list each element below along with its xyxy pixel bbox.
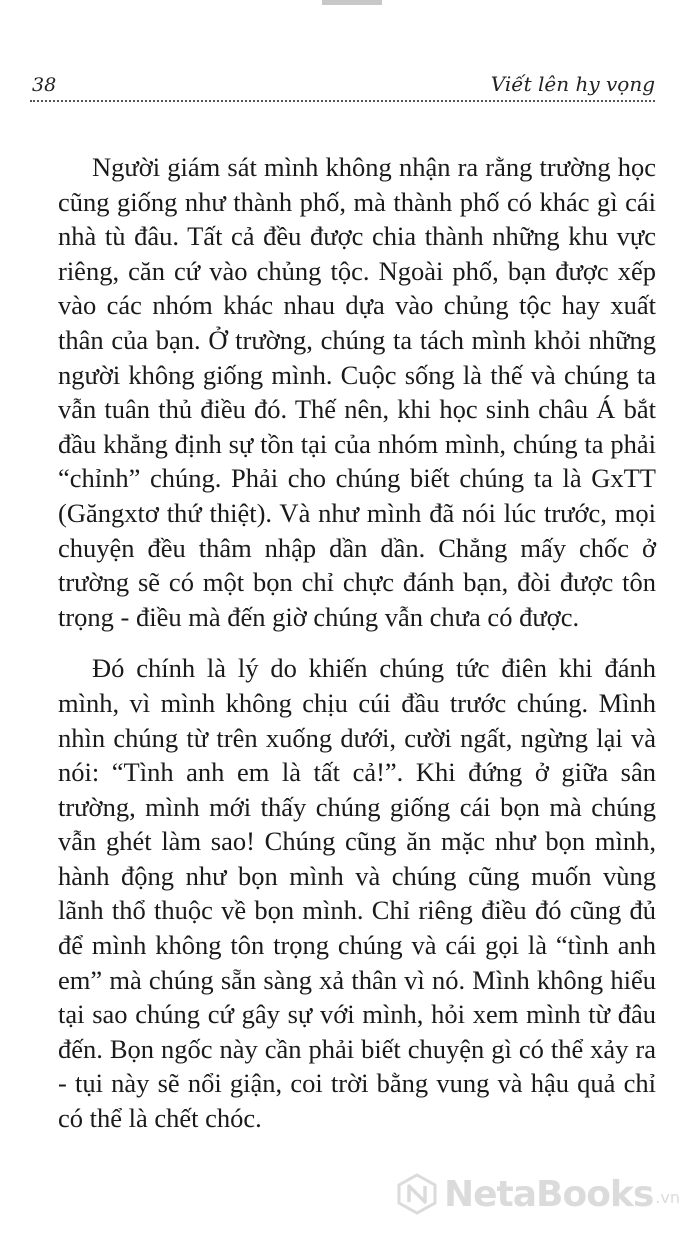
header-dotted-rule [30,100,655,102]
page-header [30,72,655,106]
scan-edge-mark [322,0,382,5]
watermark-suffix: .vn [655,1188,680,1207]
netabooks-logo-icon [396,1173,438,1215]
body-text [58,150,656,1136]
watermark [396,1173,680,1215]
paragraph-1: Người giám sát mình không nhận ra rằng trường học cũng giống như thành phố, mà thành phố có khác gì cái nhà tù đâu. Tất cả đều được chia thành những khu vực riêng, căn cứ vào chủng tộc. Ngoài phố, bạn được xếp vào các nhóm khác nhau dựa vào chủng tộc hay xuất thân của bạn. Ở trường, chúng ta tách mình khỏi những người không giống mình. Cuộc sống là thế và chúng ta vẫn tuân thủ điều đó. Thế nên, khi học sinh châu Á bắt đầu khẳng định sự tồn tại của nhóm mình, chúng ta phải “chỉnh” chúng. Phải cho chúng biết chúng ta là GxTT (Găngxtơ thứ thiệt). Và như mình đã nói lúc trước, mọi chuyện đều thâm nhập dần dần. Chẳng mấy chốc ở trường sẽ có một bọn chỉ chực đánh bạn, đòi được tôn trọng - điều mà đến giờ chúng vẫn chưa có được. [58,152,656,632]
watermark-brand: NetaBooks [443,1173,654,1215]
paragraph-2: Đó chính là lý do khiến chúng tức điên khi đánh mình, vì mình không chịu cúi đầu trước chúng. Mình nhìn chúng từ trên xuống dưới, cười ngất, ngừng lại và nói: “Tình anh em là tất cả!”. Khi đứng ở giữa sân trường, mình mới thấy chúng giống cái bọn mà chúng vẫn ghét làm sao! Chúng cũng ăn mặc như bọn mình, hành động như bọn mình và chúng cũng muốn vùng lãnh thổ thuộc về bọn mình. Chỉ riêng điều đó cũng đủ để mình không tôn trọng chúng và cái gọi là “tình anh em” mà chúng sẵn sàng xả thân vì nó. Mình không hiểu tại sao chúng cứ gây sự với mình, hỏi xem mình từ đâu đến. Bọn ngốc này cần phải biết chuyện gì có thể xảy ra - tụi này sẽ nổi giận, coi trời bằng vung và hậu quả chỉ có thể là chết chóc. [58,653,656,1134]
page-number: 38 [32,74,57,96]
running-title: Viết lên hy vọng [490,72,655,96]
